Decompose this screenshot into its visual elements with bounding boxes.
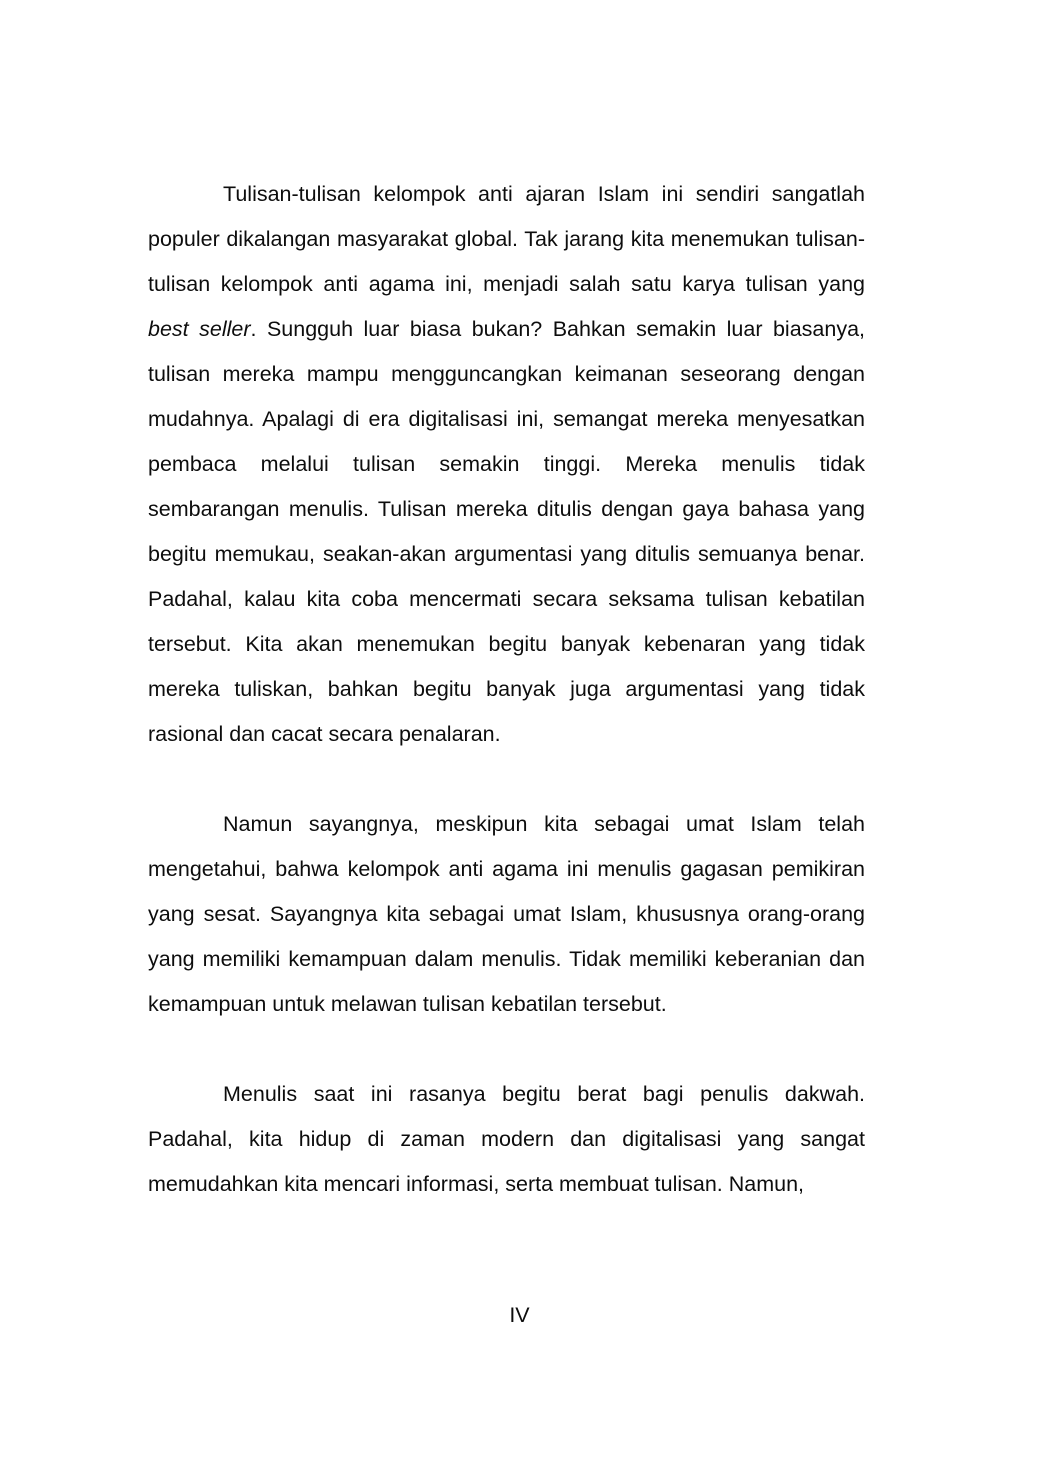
paragraph-2 <box>148 802 865 1027</box>
text-run: Menulis saat ini rasanya begitu berat bagi penulis dakwah. Padahal, kita hidup di zaman modern dan digitalisasi yang sangat memudahkan kita mencari informasi, serta membuat tulisan. Namun, <box>148 1082 865 1196</box>
text-run: Namun sayangnya, meskipun kita sebagai umat Islam telah mengetahui, bahwa kelompok anti agama ini menulis gagasan pemikiran yang sesat. Sayangnya kita sebagai umat Islam, khususnya orang-orang yang memiliki kemampuan dalam menulis. Tidak memiliki keberanian dan kemampuan untuk melawan tulisan kebatilan tersebut. <box>148 812 865 1016</box>
body-text-column <box>148 172 865 1207</box>
text-run: . Sungguh luar biasa bukan? Bahkan semakin luar biasanya, tulisan mereka mampu mengguncangkan keimanan seseorang dengan mudahnya. Apalagi di era digitalisasi ini, semangat mereka menyesatkan pembaca melalui tulisan semakin tinggi. Mereka menulis tidak sembarangan menulis. Tulisan mereka ditulis dengan gaya bahasa yang begitu memukau, seakan-akan argumentasi yang ditulis semuanya benar. Padahal, kalau kita coba mencermati secara seksama tulisan kebatilan tersebut. Kita akan menemukan begitu banyak kebenaran yang tidak mereka tuliskan, bahkan begitu banyak juga argumentasi yang tidak rasional dan cacat secara penalaran. <box>148 317 865 746</box>
paragraph-3 <box>148 1072 865 1207</box>
page-number: IV <box>509 1303 530 1327</box>
paragraph-1 <box>148 172 865 757</box>
text-run: Tulisan-tulisan kelompok anti ajaran Islam ini sendiri sangatlah populer dikalangan masyarakat global. Tak jarang kita menemukan tulisan-tulisan kelompok anti agama ini, menjadi salah satu karya tulisan yang <box>148 182 865 296</box>
emphasized-text: best seller <box>148 317 251 341</box>
